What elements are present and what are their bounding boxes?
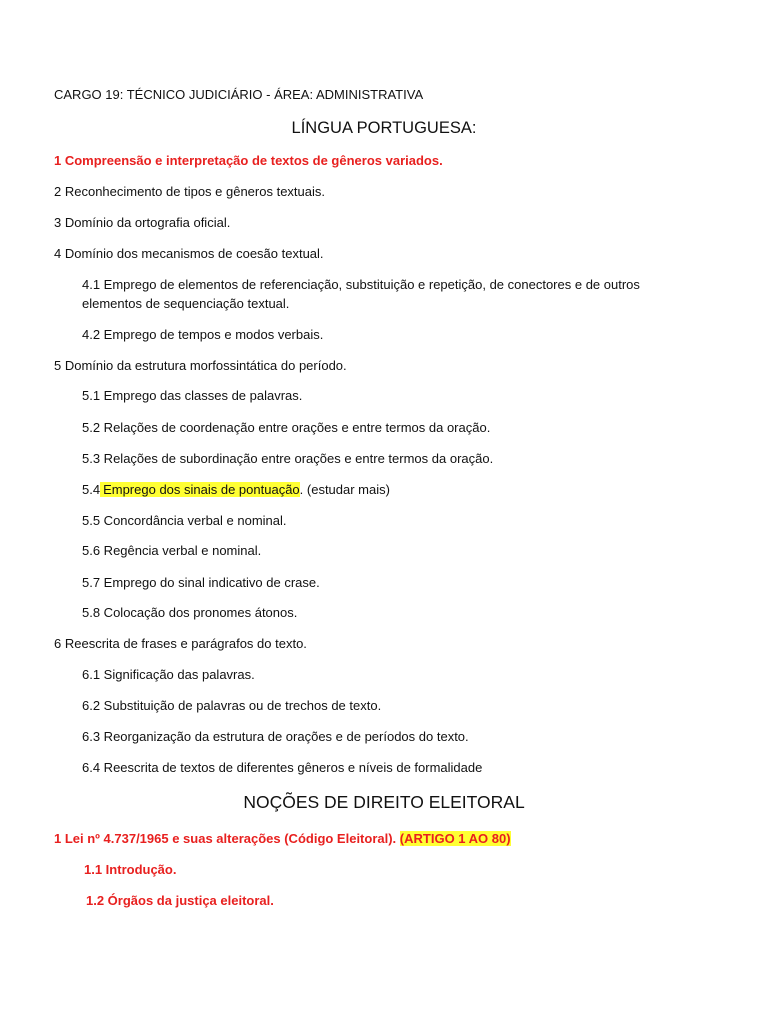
topic-6-2: 6.2 Substituição de palavras ou de trechos de texto.	[82, 698, 382, 713]
eleitoral-topic-1-1: 1.1 Introdução.	[84, 862, 177, 877]
topic-2: 2 Reconhecimento de tipos e gêneros textuais.	[54, 184, 326, 199]
topic-5-1: 5.1 Emprego das classes de palavras.	[82, 388, 303, 403]
topic-5-4-number: 5.4	[82, 482, 101, 497]
topic-5-4-highlight: Emprego dos sinais de pontuação	[100, 482, 300, 497]
topic-6-3: 6.3 Reorganização da estrutura de orações e de períodos do texto.	[82, 729, 469, 744]
topic-5-5: 5.5 Concordância verbal e nominal.	[82, 513, 287, 528]
topic-3: 3 Domínio da ortografia oficial.	[54, 215, 231, 230]
topic-5-6: 5.6 Regência verbal e nominal.	[82, 543, 262, 558]
topic-5: 5 Domínio da estrutura morfossintática do período.	[54, 358, 347, 373]
topic-4-1-line2: elementos de sequenciação textual.	[82, 296, 290, 311]
topic-4-1-line1: 4.1 Emprego de elementos de referenciação, substituição e repetição, de conectores e de outros	[82, 277, 640, 292]
eleitoral-topic-1	[54, 830, 511, 848]
section-title-lingua-portuguesa: LÍNGUA PORTUGUESA:	[291, 119, 477, 137]
topic-6-4: 6.4 Reescrita de textos de diferentes gêneros e níveis de formalidade	[82, 760, 483, 775]
eleitoral-topic-1-2: 1.2 Órgãos da justiça eleitoral.	[86, 893, 274, 908]
topic-5-2: 5.2 Relações de coordenação entre orações e entre termos da oração.	[82, 420, 491, 435]
topic-5-8: 5.8 Colocação dos pronomes átonos.	[82, 605, 298, 620]
cargo-line: CARGO 19: TÉCNICO JUDICIÁRIO - ÁREA: ADMINISTRATIVA	[54, 87, 424, 102]
section-title-direito-eleitoral: NOÇÕES DE DIREITO ELEITORAL	[243, 792, 525, 812]
topic-5-4-note: . (estudar mais)	[299, 482, 390, 497]
topic-4: 4 Domínio dos mecanismos de coesão textual.	[54, 246, 324, 261]
topic-6-1: 6.1 Significação das palavras.	[82, 667, 255, 682]
topic-5-3: 5.3 Relações de subordinação entre orações e entre termos da oração.	[82, 451, 494, 466]
topic-5-4	[82, 481, 390, 499]
eleitoral-topic-1-highlight: (ARTIGO 1 AO 80)	[399, 831, 511, 846]
topic-6: 6 Reescrita de frases e parágrafos do texto.	[54, 636, 307, 651]
topic-5-7: 5.7 Emprego do sinal indicativo de crase.	[82, 575, 320, 590]
topic-1: 1 Compreensão e interpretação de textos de gêneros variados.	[54, 153, 443, 168]
eleitoral-topic-1-text: 1 Lei nº 4.737/1965 e suas alterações (Código Eleitoral).	[54, 831, 397, 846]
topic-4-2: 4.2 Emprego de tempos e modos verbais.	[82, 327, 324, 342]
